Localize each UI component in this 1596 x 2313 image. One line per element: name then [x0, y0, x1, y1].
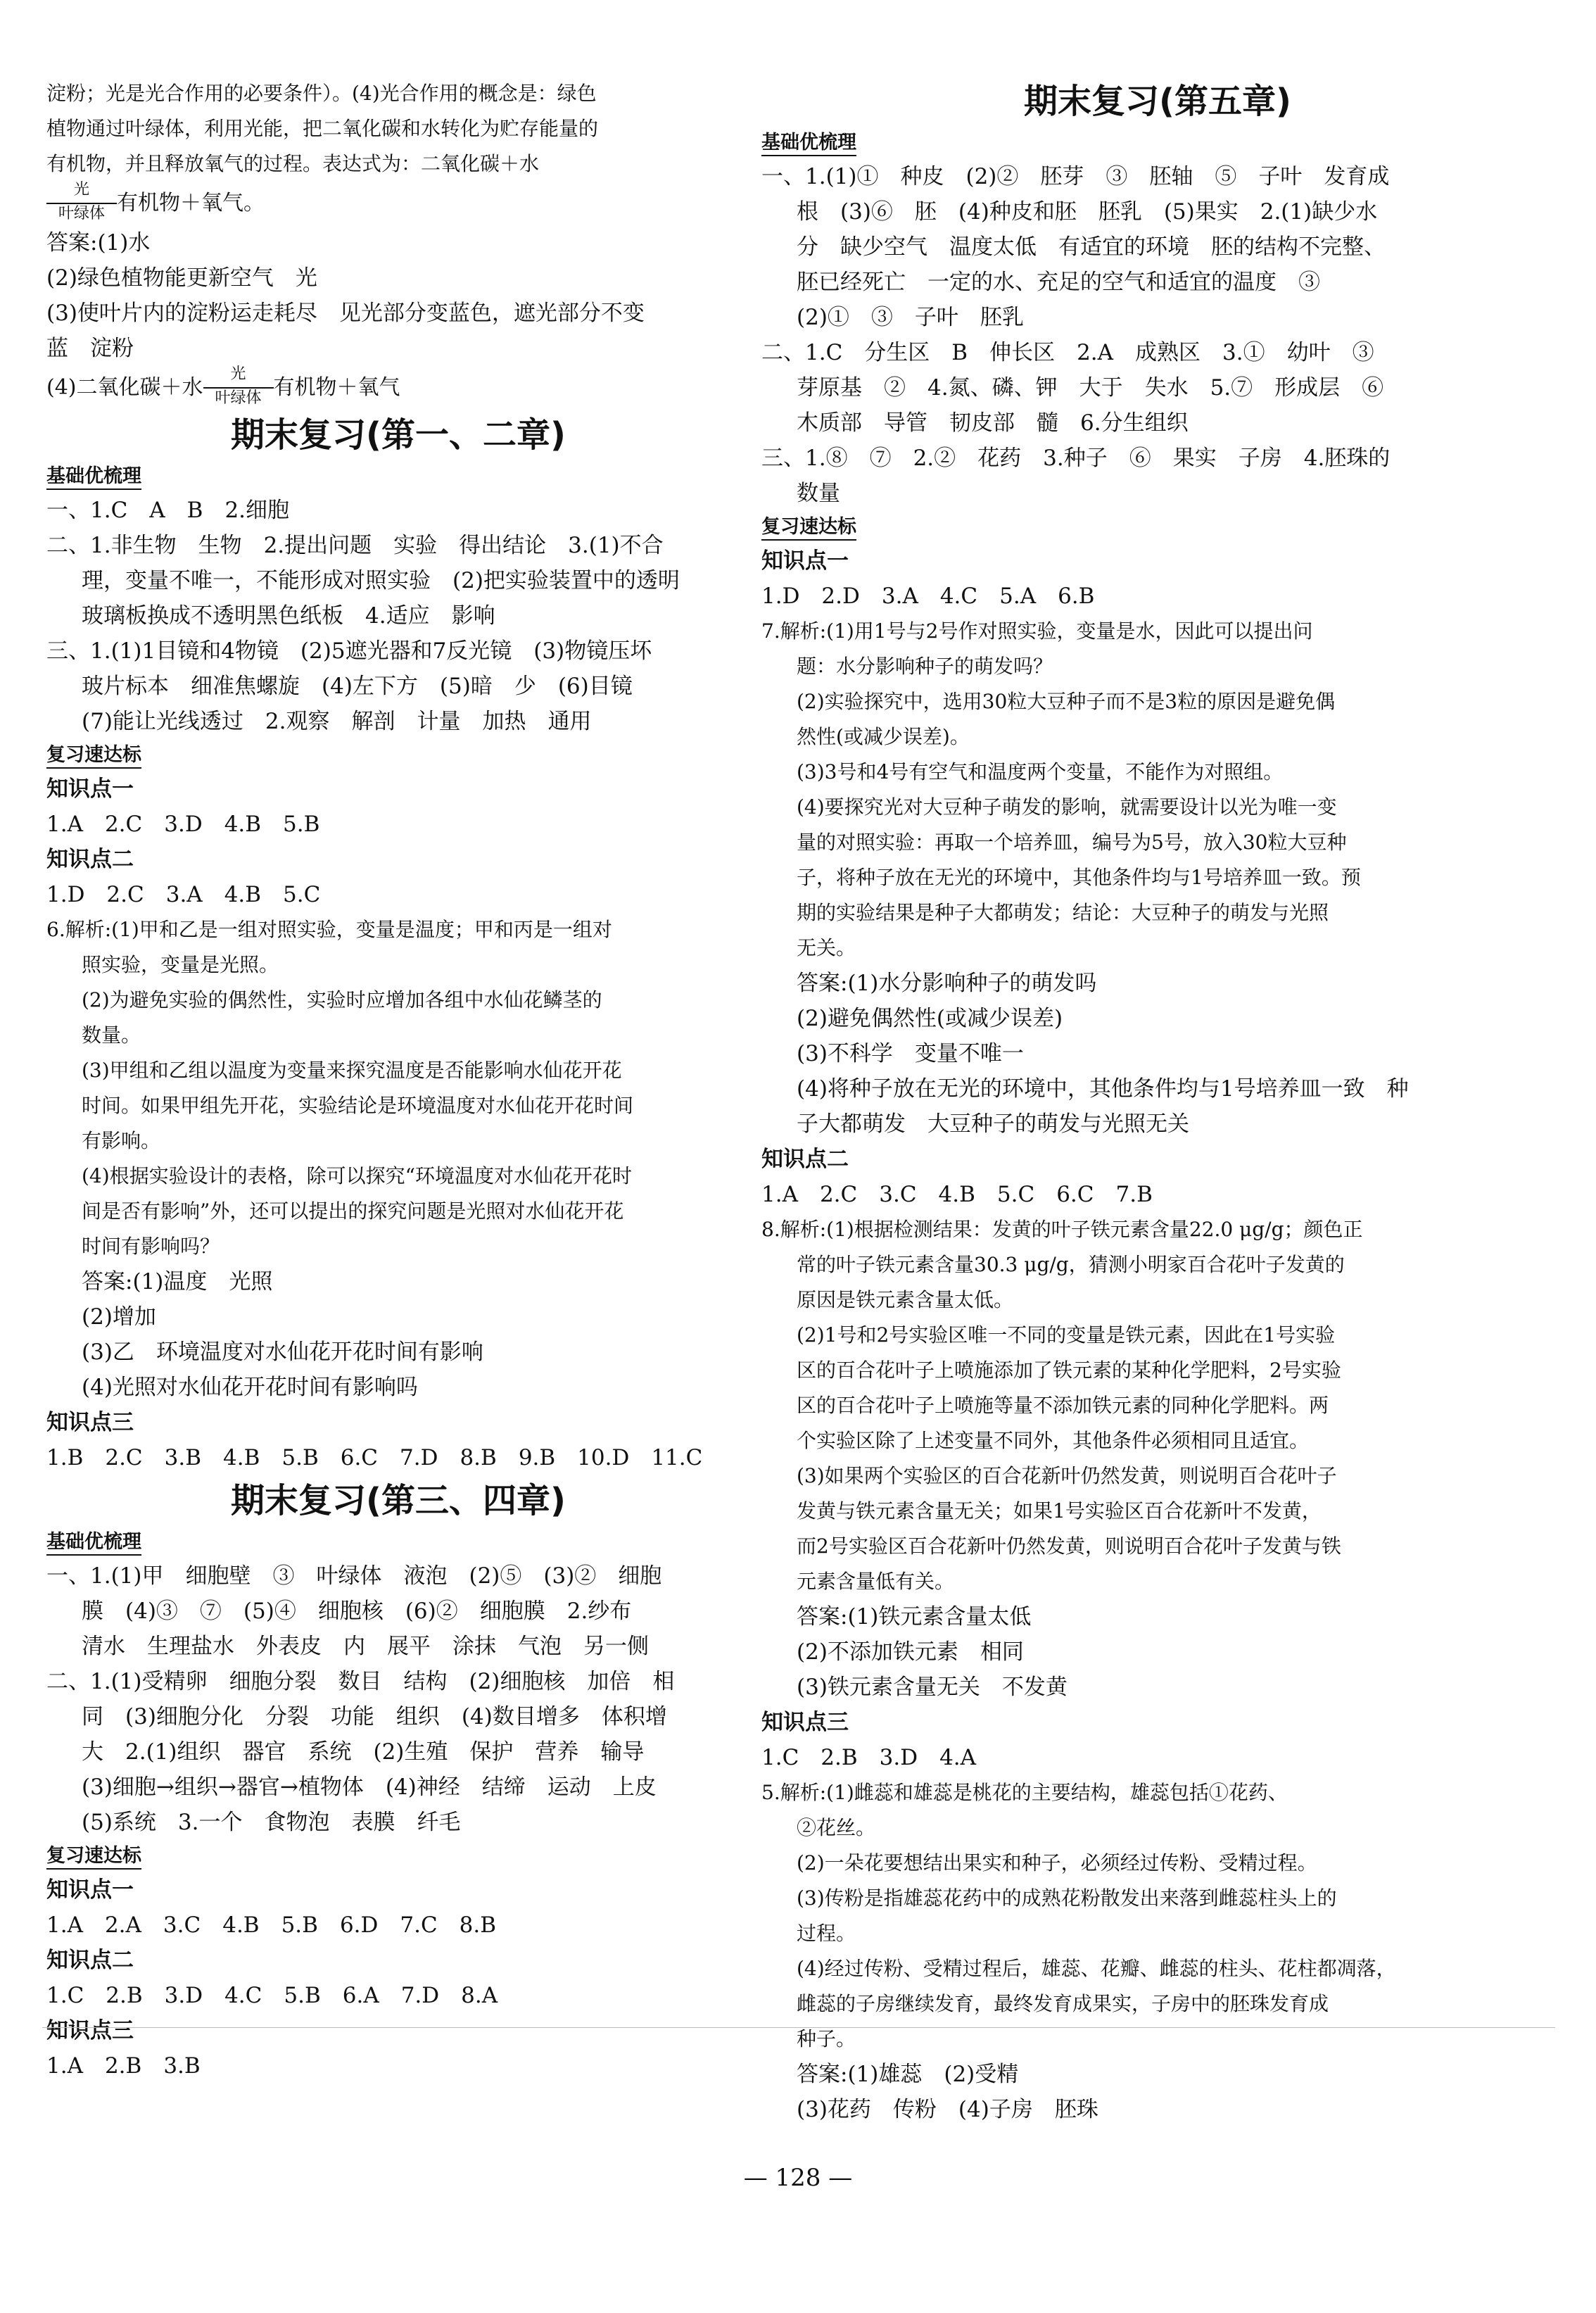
- text-line: 二、1.非生物 生物 2.提出问题 实验 得出结论 3.(1)不合: [46, 533, 664, 558]
- text-line: 大 2.(1)组织 器官 系统 (2)生殖 保护 营养 输导: [82, 1739, 645, 1765]
- text-line: (7)能让光线透过 2.观察 解剖 计量 加热 通用: [82, 709, 592, 734]
- knowledge-point-heading: 知识点三: [46, 2018, 134, 2043]
- explanation-line: ②花丝。: [797, 1816, 876, 1839]
- formula-products: 有机物＋氧气: [273, 375, 400, 400]
- answer-line: (3)不科学 变量不唯一: [797, 1041, 1024, 1066]
- text-line: 分 缺少空气 温度太低 有适宜的环境 胚的结构不完整、: [797, 234, 1386, 260]
- arrow-line: [46, 203, 117, 204]
- answer-key: 1.D 2.C 3.A 4.B 5.C: [46, 882, 321, 907]
- explanation-line: (2)1号和2号实验区唯一不同的变量是铁元素，因此在1号实验: [797, 1323, 1336, 1347]
- text-line: 木质部 导管 韧皮部 髓 6.分生组织: [797, 410, 1189, 436]
- answer-line: 答案:(1)水: [46, 230, 151, 256]
- left-column: [46, 76, 750, 2084]
- section-heading: [46, 460, 750, 493]
- knowledge-point-heading: 知识点一: [46, 1877, 134, 1903]
- text-line: 三、1.(1)1目镜和4物镜 (2)5遮光器和7反光镜 (3)物镜压坏: [46, 638, 652, 664]
- answer-line: (4)光照对水仙花开花时间有影响吗: [82, 1375, 418, 1400]
- chapter-title: 期末复习(第五章): [1024, 82, 1291, 121]
- arrow-top-label: 光: [230, 365, 246, 383]
- text-line: 清水 生理盐水 外表皮 内 展平 涂抹 气泡 另一侧: [82, 1634, 649, 1659]
- text-line: 膜 (4)③ ⑦ (5)④ 细胞核 (6)② 细胞膜 2.纱布: [82, 1599, 632, 1624]
- answer-line: 答案:(1)温度 光照: [82, 1269, 273, 1294]
- text-line: 根 (3)⑥ 胚 (4)种皮和胚 胚乳 (5)果实 2.(1)缺少水: [797, 199, 1378, 225]
- answer-line: (2)增加: [82, 1304, 156, 1330]
- photosynthesis-formula: [46, 182, 750, 225]
- section-heading-text: 复习速达标: [46, 744, 141, 769]
- explanation-line: 6.解析:(1)甲和乙是一组对照实验，变量是温度；甲和丙是一组对: [46, 918, 612, 941]
- page-number: — 128 —: [743, 2164, 853, 2192]
- answer-key: 1.A 2.A 3.C 4.B 5.B 6.D 7.C 8.B: [46, 1912, 497, 1938]
- answer-key: 1.A 2.B 3.B: [46, 2053, 201, 2079]
- formula-products: 有机物＋氧气。: [117, 191, 265, 215]
- explanation-line: (3)甲组和乙组以温度为变量来探究温度是否能影响水仙花开花: [82, 1059, 622, 1082]
- answer-key: 1.C 2.B 3.D 4.C 5.B 6.A 7.D 8.A: [46, 1983, 498, 2008]
- answer-line: (2)不添加铁元素 相同: [797, 1639, 1024, 1665]
- text-line: 玻片标本 细准焦螺旋 (4)左下方 (5)暗 少 (6)目镜: [82, 674, 633, 699]
- knowledge-point-heading: 知识点二: [46, 847, 134, 872]
- answer-key: 1.D 2.D 3.A 4.C 5.A 6.B: [761, 584, 1095, 609]
- answer-line: (4)将种子放在无光的环境中，其他条件均与1号培养皿一致 种: [797, 1076, 1409, 1102]
- text-line: (2)① ③ 子叶 胚乳: [797, 305, 1024, 330]
- answer-line: 蓝 淀粉: [46, 336, 134, 361]
- explanation-line: 种子。: [797, 2027, 856, 2050]
- explanation-line: 7.解析:(1)用1号与2号作对照实验，变量是水，因此可以提出问: [761, 619, 1313, 643]
- explanation-line: (2)为避免实验的偶然性，实验时应增加各组中水仙花鳞茎的: [82, 988, 602, 1011]
- knowledge-point-heading: 知识点二: [761, 1147, 849, 1172]
- explanation-line: (4)要探究光对大豆种子萌发的影响，就需要设计以光为唯一变: [797, 795, 1337, 819]
- photosynthesis-formula: [46, 366, 750, 410]
- explanation-line: 区的百合花叶子上喷施添加了铁元素的某种化学肥料，2号实验: [797, 1359, 1341, 1382]
- answer-line: (2)绿色植物能更新空气 光: [46, 265, 317, 291]
- explanation-line: 子，将种子放在无光的环境中，其他条件均与1号培养皿一致。预: [797, 866, 1361, 889]
- explanation-line: 无关。: [797, 936, 856, 959]
- text-line: (5)系统 3.一个 食物泡 表膜 纤毛: [82, 1810, 461, 1835]
- answer-line: (3)使叶片内的淀粉运走耗尽 见光部分变蓝色，遮光部分不变: [46, 301, 645, 326]
- explanation-line: (3)传粉是指雄蕊花药中的成熟花粉散发出来落到雌蕊柱头上的: [797, 1886, 1337, 1910]
- explanation-line: (3)如果两个实验区的百合花新叶仍然发黄，则说明百合花叶子: [797, 1464, 1337, 1487]
- chapter-title: 期末复习(第一、二章): [231, 415, 566, 455]
- explanation-line: 期的实验结果是种子大都萌发；结论：大豆种子的萌发与光照: [797, 901, 1329, 924]
- answer-line: (3)乙 环境温度对水仙花开花时间有影响: [82, 1340, 483, 1365]
- explanation-line: 8.解析:(1)根据检测结果：发黄的叶子铁元素含量22.0 μg/g；颜色正: [761, 1218, 1363, 1241]
- chapter-title: 期末复习(第三、四章): [231, 1481, 566, 1520]
- text-line: 玻璃板换成不透明黑色纸板 4.适应 影响: [82, 603, 495, 629]
- text-line: 淀粉；光是光合作用的必要条件）。(4)光合作用的概念是：绿色: [46, 82, 597, 105]
- answer-key: 1.C 2.B 3.D 4.A: [761, 1745, 977, 1770]
- text-line: 芽原基 ② 4.氮、磷、钾 大于 失水 5.⑦ 形成层 ⑥: [797, 375, 1384, 401]
- explanation-line: 然性(或减少误差)。: [797, 725, 970, 748]
- text-line: 一、1.(1)① 种皮 (2)② 胚芽 ③ 胚轴 ⑤ 子叶 发育成: [761, 164, 1390, 189]
- answer-line: 答案:(1)铁元素含量太低: [797, 1604, 1032, 1630]
- explanation-line: 间是否有影响”外，还可以提出的探究问题是光照对水仙花开花: [82, 1199, 624, 1223]
- text-line: 同 (3)细胞分化 分裂 功能 组织 (4)数目增多 体积增: [82, 1704, 667, 1729]
- section-heading: [761, 127, 1554, 159]
- text-line: 二、1.C 分生区 B 伸长区 2.A 成熟区 3.① 幼叶 ③: [761, 340, 1374, 365]
- explanation-line: (3)3号和4号有空气和温度两个变量，不能作为对照组。: [797, 760, 1284, 783]
- knowledge-point-heading: 知识点三: [761, 1710, 849, 1735]
- arrow-top-label: 光: [73, 181, 89, 198]
- explanation-line: 题：水分影响种子的萌发吗？: [797, 655, 1053, 678]
- knowledge-point-heading: 知识点二: [46, 1948, 134, 1973]
- explanation-line: 区的百合花叶子上喷施等量不添加铁元素的同种化学肥料。两: [797, 1394, 1329, 1417]
- explanation-line: 发黄与铁元素含量无关；如果1号实验区百合花新叶不发黄，: [797, 1499, 1322, 1523]
- answer-key: 1.A 2.C 3.C 4.B 5.C 6.C 7.B: [761, 1182, 1153, 1207]
- answer-line: (2)避免偶然性(或减少误差): [797, 1006, 1063, 1031]
- explanation-line: 元素含量低有关。: [797, 1570, 955, 1593]
- text-line: 一、1.C A B 2.细胞: [46, 498, 290, 523]
- explanation-line: 数量。: [82, 1023, 141, 1047]
- answer-line: 答案:(1)水分影响种子的萌发吗: [797, 971, 1097, 996]
- knowledge-point-heading: 知识点一: [761, 548, 849, 574]
- answer-key: 1.B 2.C 3.B 4.B 5.B 6.C 7.D 8.B 9.B 10.D 11.C: [46, 1445, 703, 1470]
- explanation-line: (4)经过传粉、受精过程后，雄蕊、花瓣、雌蕊的柱头、花柱都凋落，: [797, 1957, 1396, 1980]
- section-heading-text: 基础优梳理: [46, 1531, 141, 1556]
- section-heading: [46, 1526, 750, 1558]
- explanation-line: (2)实验探究中，选用30粒大豆种子而不是3粒的原因是避免偶: [797, 690, 1336, 713]
- explanation-line: 而2号实验区百合花新叶仍然发黄，则说明百合花叶子发黄与铁: [797, 1534, 1341, 1558]
- answer-line: 子大都萌发 大豆种子的萌发与光照无关: [797, 1111, 1189, 1137]
- answer-line: (3)铁元素含量无关 不发黄: [797, 1675, 1068, 1700]
- text-line: 一、1.(1)甲 细胞壁 ③ 叶绿体 液泡 (2)⑤ (3)② 细胞: [46, 1563, 662, 1589]
- text-line: (3)细胞→组织→器官→植物体 (4)神经 结缔 运动 上皮: [82, 1775, 657, 1800]
- answer-line: 答案:(1)雄蕊 (2)受精: [797, 2062, 1019, 2087]
- section-heading: [46, 739, 750, 771]
- knowledge-point-heading: 知识点一: [46, 776, 134, 802]
- arrow-bottom-label: 叶绿体: [58, 205, 105, 222]
- text-line: 有机物，并且释放氧气的过程。表达式为：二氧化碳＋水: [46, 152, 540, 175]
- arrow-line: [203, 387, 274, 389]
- text-line: 胚已经死亡 一定的水、充足的空气和适宜的温度 ③: [797, 270, 1320, 295]
- knowledge-point-heading: 知识点三: [46, 1410, 134, 1435]
- arrow-bottom-label: 叶绿体: [215, 389, 262, 407]
- divider: [42, 2027, 1555, 2028]
- section-heading-text: 复习速达标: [761, 516, 856, 541]
- explanation-line: 时间有影响吗？: [82, 1235, 220, 1258]
- explanation-line: 个实验区除了上述变量不同外，其他条件必须相同且适宜。: [797, 1429, 1310, 1452]
- answer-key: 1.A 2.C 3.D 4.B 5.B: [46, 812, 320, 837]
- explanation-line: 量的对照实验：再取一个培养皿，编号为5号，放入30粒大豆种: [797, 831, 1347, 854]
- explanation-line: (4)根据实验设计的表格，除可以探究“环境温度对水仙花开花时: [82, 1164, 632, 1187]
- text-line: 数量: [797, 481, 840, 506]
- explanation-line: 5.解析:(1)雌蕊和雄蕊是桃花的主要结构，雄蕊包括①花药、: [761, 1781, 1288, 1804]
- section-heading-text: 基础优梳理: [761, 132, 856, 156]
- text-line: 植物通过叶绿体，利用光能，把二氧化碳和水转化为贮存能量的: [46, 117, 599, 140]
- text-line: 二、1.(1)受精卵 细胞分裂 数目 结构 (2)细胞核 加倍 相: [46, 1669, 675, 1694]
- explanation-line: 时间。如果甲组先开花，实验结论是环境温度对水仙花开花时间: [82, 1094, 634, 1117]
- reaction-arrow: [203, 366, 274, 410]
- answer-line: (3)花药 传粉 (4)子房 胚珠: [797, 2097, 1098, 2122]
- text-line: 三、1.⑧ ⑦ 2.② 花药 3.种子 ⑥ 果实 子房 4.胚珠的: [761, 446, 1391, 471]
- explanation-line: 过程。: [797, 1922, 856, 1945]
- text-line: 理，变量不唯一，不能形成对照实验 (2)把实验装置中的透明: [82, 568, 680, 593]
- explanation-line: 照实验，变量是光照。: [82, 953, 279, 976]
- explanation-line: (2)一朵花要想结出果实和种子，必须经过传粉、受精过程。: [797, 1851, 1317, 1874]
- explanation-line: 有影响。: [82, 1129, 161, 1152]
- section-heading: [46, 1840, 750, 1872]
- reaction-arrow: [46, 182, 117, 225]
- section-heading: [761, 511, 1554, 543]
- right-column: [761, 76, 1554, 2127]
- explanation-line: 常的叶子铁元素含量30.3 μg/g，猜测小明家百合花叶子发黄的: [797, 1253, 1345, 1276]
- explanation-line: 雌蕊的子房继续发育，最终发育成果实，子房中的胚珠发育成: [797, 1992, 1329, 2015]
- section-heading-text: 基础优梳理: [46, 465, 141, 490]
- explanation-line: 原因是铁元素含量太低。: [797, 1288, 1014, 1311]
- section-heading-text: 复习速达标: [46, 1845, 141, 1870]
- formula-reactants: (4)二氧化碳＋水: [46, 375, 203, 400]
